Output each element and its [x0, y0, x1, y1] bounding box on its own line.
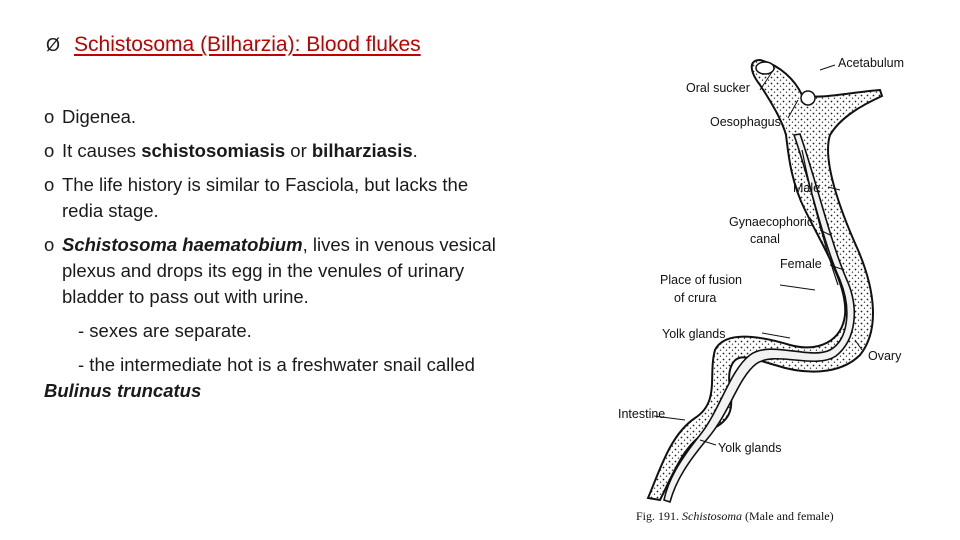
title-text: Schistosoma (Bilharzia): Blood flukes — [74, 33, 421, 56]
bullet-causes — [44, 138, 564, 164]
term-schistosomiasis: schistosomiasis — [141, 140, 286, 161]
label-female: Female — [780, 257, 822, 271]
label-gynaecophoric: Gynaecophoric — [729, 215, 814, 229]
slide-title — [46, 33, 421, 57]
sub-point-sexes: - sexes are separate. — [78, 320, 252, 341]
label-oesophagus: Oesophagus — [710, 115, 781, 129]
bullet-line: , lives in venous vesical — [302, 234, 496, 255]
circle-bullet-icon: o — [44, 174, 55, 195]
bullet-life-history — [44, 172, 564, 224]
acetabulum — [801, 91, 815, 105]
circle-bullet-icon: o — [44, 140, 55, 161]
label-oral-sucker: Oral sucker — [686, 81, 750, 95]
bullet-text: Digenea. — [62, 106, 137, 127]
label-of-crura: of crura — [674, 291, 717, 305]
caption-genus: Schistosoma — [682, 509, 743, 523]
label-yolk-glands-1: Yolk glands — [662, 327, 726, 341]
caption-prefix: Fig. 191. — [636, 509, 680, 523]
bullet-text-pre: It causes — [62, 140, 142, 161]
label-ovary: Ovary — [868, 349, 902, 363]
bullet-list — [44, 104, 564, 412]
term-bilharziasis: bilharziasis — [311, 140, 413, 161]
label-acetabulum: Acetabulum — [838, 56, 905, 70]
figure-caption — [636, 509, 834, 523]
bullet-line: bladder to pass out with urine. — [62, 286, 309, 307]
label-male: Male — [793, 181, 821, 195]
sub-point-host: - the intermediate hot is a freshwater snail called — [78, 354, 475, 375]
caption-suffix: (Male and female) — [745, 509, 834, 523]
bullet-text-mid: or — [285, 140, 312, 161]
schistosoma-figure — [590, 40, 920, 530]
label-intestine: Intestine — [618, 407, 666, 421]
bullet-digenea — [44, 104, 564, 130]
circle-bullet-icon: o — [44, 234, 55, 255]
bullet-haematobium — [44, 232, 564, 310]
label-place-of-fusion: Place of fusion — [660, 273, 742, 287]
circle-bullet-icon: o — [44, 106, 55, 127]
label-canal: canal — [750, 232, 780, 246]
bullet-text-post: . — [412, 140, 418, 161]
bullet-line: The life history is similar to Fasciola, but lacks the — [62, 174, 469, 195]
arrow-bullet-icon: Ø — [46, 34, 61, 55]
label-yolk-glands-2: Yolk glands — [718, 441, 782, 455]
species-name: Schistosoma haematobium — [62, 234, 303, 255]
snail-name: Bulinus truncatus — [44, 380, 202, 401]
bullet-line: plexus and drops its egg in the venules of urinary — [62, 260, 465, 281]
bullet-line: redia stage. — [62, 200, 159, 221]
